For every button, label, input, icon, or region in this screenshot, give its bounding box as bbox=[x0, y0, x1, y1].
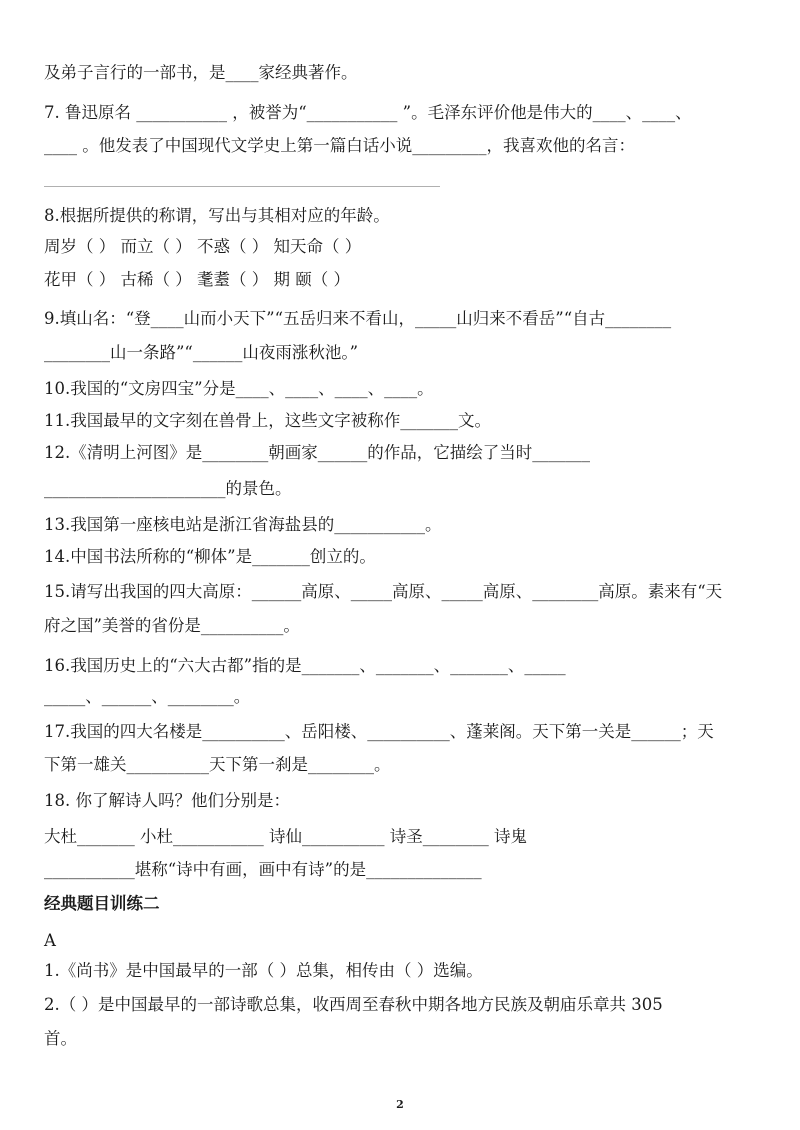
question-line: ________山一条路”“______山夜雨涨秋池。” bbox=[44, 343, 359, 362]
question-line: 7. 鲁迅原名 ___________ ，被誉为“___________ ”。毛泽东评价他是伟大的____、____、 bbox=[44, 103, 692, 122]
question-line: 14.中国书法所称的“柳体”是_______创立的。 bbox=[44, 547, 376, 566]
question-line: 16.我国历史上的“六大古都”指的是_______、_______、_______、_____ bbox=[44, 656, 566, 675]
question-line: 9.填山名：“登____山而小天下”“五岳归来不看山，_____山归来不看岳”“自古________ bbox=[44, 309, 672, 328]
section-heading: 经典题目训练二 bbox=[44, 894, 160, 913]
question-line: 17.我国的四大名楼是__________、岳阳楼、__________、蓬莱阁。天下第一关是______；天 bbox=[44, 722, 714, 741]
question-line: A bbox=[44, 931, 56, 950]
question-line: 2.（ ）是中国最早的一部诗歌总集，收西周至春秋中期各地方民族及朝庙乐章共 305 bbox=[44, 995, 663, 1014]
question-line: 10.我国的“文房四宝”分是____、____、____、____。 bbox=[44, 379, 434, 398]
question-line: 11.我国最早的文字刻在兽骨上，这些文字被称作_______文。 bbox=[44, 411, 491, 430]
question-line: 周岁（ ） 而立（ ） 不惑（ ） 知天命（ ） bbox=[44, 237, 362, 256]
question-line: 1.《尚书》是中国最早的一部（ ）总集，相传由（ ）选编。 bbox=[44, 961, 483, 980]
question-line: 12.《清明上河图》是________朝画家______的作品，它描绘了当时_______ bbox=[44, 443, 590, 462]
question-line: ___________堪称“诗中有画，画中有诗”的是______________ bbox=[44, 860, 482, 879]
question-line: ____ 。他发表了中国现代文学史上第一篇白话小说_________，我喜欢他的名言： bbox=[44, 136, 635, 155]
question-line: 13.我国第一座核电站是浙江省海盐县的___________。 bbox=[44, 515, 442, 534]
question-line: 首。 bbox=[44, 1029, 77, 1048]
question-line: 府之国”美誉的省份是__________。 bbox=[44, 616, 300, 635]
question-line: 18. 你了解诗人吗？他们分别是： bbox=[44, 791, 290, 810]
question-line: 15.请写出我国的四大高原：______高原、_____高原、_____高原、________高原。素来有“天 bbox=[44, 582, 723, 601]
question-line: 及弟子言行的一部书，是____家经典著作。 bbox=[44, 63, 358, 82]
question-line: 8.根据所提供的称谓，写出与其相对应的年龄。 bbox=[44, 206, 390, 225]
question-line: 花甲（ ） 古稀（ ） 耄耋（ ） 期 颐（ ） bbox=[44, 270, 350, 289]
question-line: _____、______、________。 bbox=[44, 687, 251, 706]
question-line: 下第一雄关__________天下第一刹是________。 bbox=[44, 755, 391, 774]
page-number: 2 bbox=[396, 1098, 404, 1111]
answer-underline bbox=[44, 186, 440, 187]
question-line: 大杜_______ 小杜___________ 诗仙__________ 诗圣________ 诗鬼 bbox=[44, 827, 527, 846]
question-line: ______________________的景色。 bbox=[44, 479, 292, 498]
